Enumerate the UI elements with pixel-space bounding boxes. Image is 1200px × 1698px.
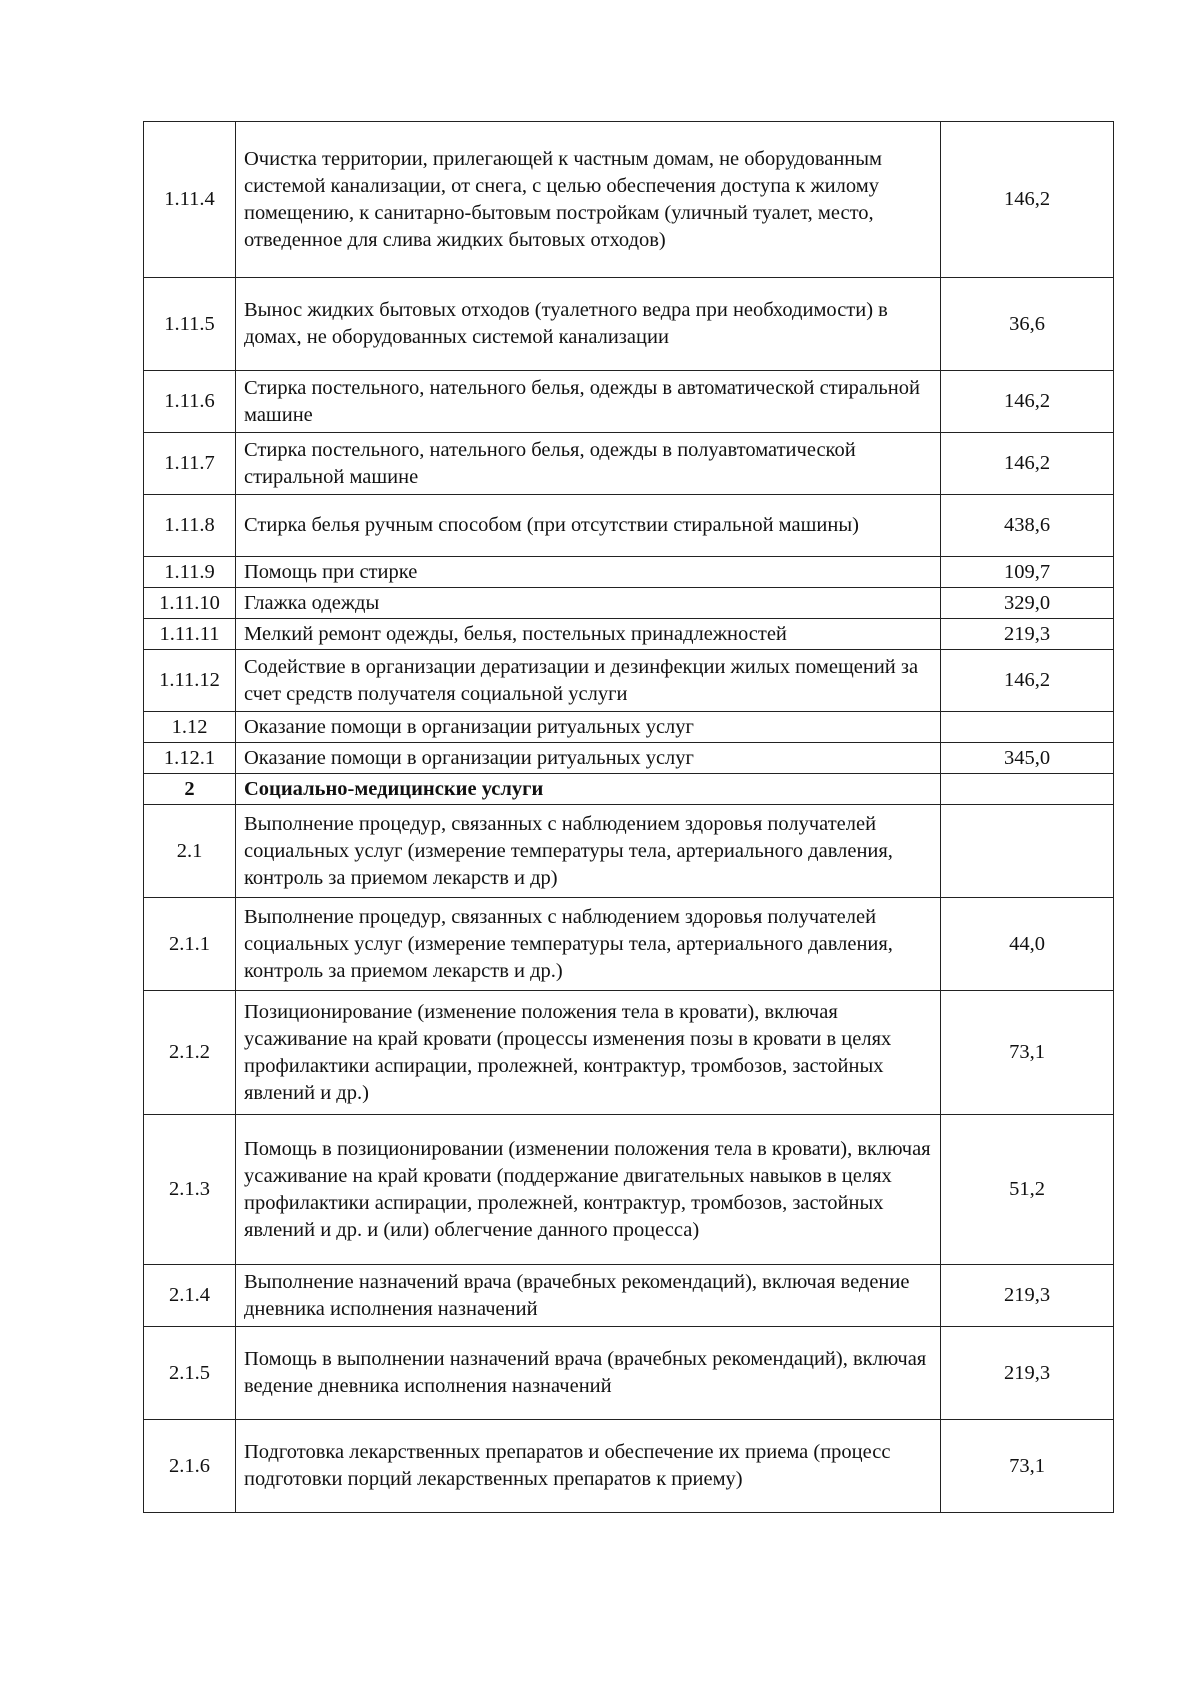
service-description: Очистка территории, прилегающей к частным домам, не оборудованным системой канализации, от снега, с целью обеспечения доступа к жилому помещению, к санитарно-бытовым постройкам (уличный туалет, место, отведенное для слива жидких бытовых отходов)	[236, 122, 941, 278]
service-code: 2.1.2	[144, 991, 236, 1115]
service-description: Мелкий ремонт одежды, белья, постельных принадлежностей	[236, 619, 941, 650]
service-description: Подготовка лекарственных препаратов и обеспечение их приема (процесс подготовки порций лекарственных препаратов к приему)	[236, 1420, 941, 1513]
service-code: 1.11.7	[144, 433, 236, 495]
service-code: 2.1.1	[144, 898, 236, 991]
service-price: 44,0	[941, 898, 1114, 991]
service-description: Выполнение процедур, связанных с наблюдением здоровья получателей социальных услуг (измерение температуры тела, артериального давления, контроль за приемом лекарств и др.)	[236, 898, 941, 991]
service-description: Содействие в организации дератизации и дезинфекции жилых помещений за счет средств получателя социальной услуги	[236, 650, 941, 712]
service-price	[941, 774, 1114, 805]
table-row	[144, 557, 1114, 588]
service-price: 51,2	[941, 1115, 1114, 1265]
service-price: 329,0	[941, 588, 1114, 619]
service-description: Помощь в выполнении назначений врача (врачебных рекомендаций), включая ведение дневника исполнения назначений	[236, 1327, 941, 1420]
table-row	[144, 1420, 1114, 1513]
table-row	[144, 650, 1114, 712]
service-price	[941, 805, 1114, 898]
table-row	[144, 619, 1114, 650]
service-price: 146,2	[941, 122, 1114, 278]
service-price: 36,6	[941, 278, 1114, 371]
table-row	[144, 743, 1114, 774]
service-description: Стирка постельного, нательного белья, одежды в полуавтоматической стиральной машине	[236, 433, 941, 495]
service-code: 2.1.4	[144, 1265, 236, 1327]
service-description: Позиционирование (изменение положения тела в кровати), включая усаживание на край кровати (процессы изменения позы в кровати в целях профилактики аспирации, пролежней, контрактур, тромбозов, застойных явлений и др.)	[236, 991, 941, 1115]
table-row	[144, 371, 1114, 433]
service-code: 1.11.12	[144, 650, 236, 712]
service-price: 219,3	[941, 1327, 1114, 1420]
service-code: 2.1.5	[144, 1327, 236, 1420]
service-price: 146,2	[941, 650, 1114, 712]
service-description: Помощь при стирке	[236, 557, 941, 588]
table-row	[144, 805, 1114, 898]
service-description: Выполнение назначений врача (врачебных рекомендаций), включая ведение дневника исполнения назначений	[236, 1265, 941, 1327]
table-row	[144, 433, 1114, 495]
service-code: 1.12.1	[144, 743, 236, 774]
table-row	[144, 278, 1114, 371]
service-price: 219,3	[941, 619, 1114, 650]
service-code: 2.1.3	[144, 1115, 236, 1265]
section-header-row	[144, 774, 1114, 805]
service-description: Глажка одежды	[236, 588, 941, 619]
service-price: 146,2	[941, 433, 1114, 495]
service-price: 438,6	[941, 495, 1114, 557]
service-code: 1.11.6	[144, 371, 236, 433]
service-price: 219,3	[941, 1265, 1114, 1327]
table-row	[144, 1327, 1114, 1420]
section-number: 2	[144, 774, 236, 805]
service-description: Стирка постельного, нательного белья, одежды в автоматической стиральной машине	[236, 371, 941, 433]
table-row	[144, 712, 1114, 743]
service-description: Выполнение процедур, связанных с наблюдением здоровья получателей социальных услуг (измерение температуры тела, артериального давления, контроль за приемом лекарств и др)	[236, 805, 941, 898]
service-price: 345,0	[941, 743, 1114, 774]
service-price: 146,2	[941, 371, 1114, 433]
service-description: Стирка белья ручным способом (при отсутствии стиральной машины)	[236, 495, 941, 557]
service-description: Оказание помощи в организации ритуальных услуг	[236, 712, 941, 743]
service-code: 1.11.10	[144, 588, 236, 619]
service-price	[941, 712, 1114, 743]
service-code: 1.11.11	[144, 619, 236, 650]
service-description: Вынос жидких бытовых отходов (туалетного ведра при необходимости) в домах, не оборудованных системой канализации	[236, 278, 941, 371]
service-price: 73,1	[941, 1420, 1114, 1513]
service-price: 109,7	[941, 557, 1114, 588]
service-code: 1.11.5	[144, 278, 236, 371]
table-row	[144, 991, 1114, 1115]
service-code: 2.1	[144, 805, 236, 898]
table-row	[144, 588, 1114, 619]
service-price: 73,1	[941, 991, 1114, 1115]
table-row	[144, 122, 1114, 278]
service-code: 1.11.4	[144, 122, 236, 278]
service-code: 1.12	[144, 712, 236, 743]
service-description: Оказание помощи в организации ритуальных услуг	[236, 743, 941, 774]
table-row	[144, 495, 1114, 557]
section-title: Социально-медицинские услуги	[236, 774, 941, 805]
services-tariff-table	[143, 121, 1114, 1513]
table-row	[144, 898, 1114, 991]
service-code: 2.1.6	[144, 1420, 236, 1513]
service-code: 1.11.8	[144, 495, 236, 557]
table-row	[144, 1265, 1114, 1327]
table-row	[144, 1115, 1114, 1265]
service-code: 1.11.9	[144, 557, 236, 588]
service-description: Помощь в позиционировании (изменении положения тела в кровати), включая усаживание на край кровати (поддержание двигательных навыков в целях профилактики аспирации, пролежней, контрактур, тромбозов, застойных явлений и др. и (или) облегчение данного процесса)	[236, 1115, 941, 1265]
